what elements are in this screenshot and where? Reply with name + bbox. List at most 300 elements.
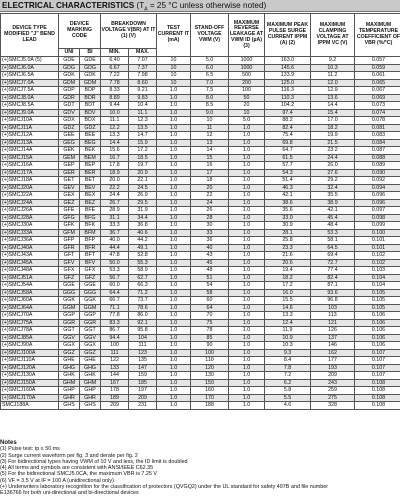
table-row <box>1 327 400 335</box>
cell-leakage: 1.0 <box>229 169 265 177</box>
cell-peak-pulse-current: 12.4 <box>265 319 311 327</box>
table-row <box>1 267 400 275</box>
cell-device-type: (+)SMCJ40A <box>1 244 59 252</box>
cell-marking-bi: GFZ <box>80 274 101 282</box>
cell-test-current: 10 <box>157 72 191 80</box>
table-row <box>1 387 400 395</box>
table-row <box>1 177 400 185</box>
cell-device-type: (+)SMCJ6.0A <box>1 64 59 72</box>
cell-vbr-min: 144 <box>101 372 129 380</box>
cell-peak-pulse-current: 13.3 <box>265 312 311 320</box>
cell-test-current: 1.0 <box>157 297 191 305</box>
cell-device-type: (+)SMCJ150A <box>1 379 59 387</box>
cell-standoff-voltage: 18 <box>191 177 229 185</box>
cell-clamping-voltage: 17.0 <box>311 117 355 125</box>
cell-device-type: (+)SMCJ12A <box>1 132 59 140</box>
cell-leakage: 1.0 <box>229 304 265 312</box>
cell-leakage: 500 <box>229 72 265 80</box>
title-condition: ($T_A = 25$ °C unless otherwise noted) <box>136 1 267 13</box>
cell-marking-bi: BDT <box>80 102 101 110</box>
cell-clamping-voltage: 137 <box>311 334 355 342</box>
cell-peak-pulse-current: 9.3 <box>265 349 311 357</box>
cell-clamping-voltage: 162 <box>311 349 355 357</box>
cell-device-type: (+)SMCJ7.5A <box>1 87 59 95</box>
table-row <box>1 214 400 222</box>
cell-device-type: (+)SMCJ26A <box>1 207 59 215</box>
cell-temp-coefficient: 0.067 <box>355 87 400 95</box>
cell-test-current: 1.0 <box>157 357 191 365</box>
cell-peak-pulse-current: 54.3 <box>265 169 311 177</box>
cell-vbr-min: 71.1 <box>101 304 129 312</box>
cell-marking-bi: BFV <box>80 259 101 267</box>
cell-device-type: (+)SMCJ8.5A <box>1 102 59 110</box>
cell-test-current: 1.0 <box>157 334 191 342</box>
cell-marking-uni: GDT <box>59 102 80 110</box>
cell-peak-pulse-current: 20.6 <box>265 259 311 267</box>
cell-vbr-min: 86.7 <box>101 327 129 335</box>
cell-marking-bi: GGM <box>80 304 101 312</box>
cell-clamping-voltage: 48.4 <box>311 222 355 230</box>
cell-leakage: 1.0 <box>229 402 265 410</box>
cell-leakage: 1.0 <box>229 327 265 335</box>
cell-temp-coefficient: 0.087 <box>355 147 400 155</box>
table-row <box>1 379 400 387</box>
cell-temp-coefficient: 0.090 <box>355 169 400 177</box>
cell-peak-pulse-current: 51.4 <box>265 177 311 185</box>
notes-section <box>0 440 400 497</box>
cell-marking-uni: GGZ <box>59 349 80 357</box>
cell-marking-bi: BDV <box>80 109 101 117</box>
cell-marking-uni: GDG <box>59 64 80 72</box>
cell-vbr-min: 28.9 <box>101 207 129 215</box>
cell-clamping-voltage: 29.2 <box>311 177 355 185</box>
cell-vbr-min: 111 <box>101 349 129 357</box>
cell-clamping-voltage: 126 <box>311 327 355 335</box>
cell-standoff-voltage: 36 <box>191 237 229 245</box>
table-row <box>1 274 400 282</box>
header-test-current: TEST CURRENT IT (mA) <box>157 14 191 57</box>
cell-leakage: 1.0 <box>229 207 265 215</box>
cell-temp-coefficient: 0.103 <box>355 267 400 275</box>
cell-standoff-voltage: 58 <box>191 289 229 297</box>
cell-clamping-voltage: 58.1 <box>311 237 355 245</box>
cell-vbr-min: 36.7 <box>101 229 129 237</box>
cell-device-type: (+)SMCJ70A <box>1 312 59 320</box>
cell-device-type: (+)SMCJ78A <box>1 327 59 335</box>
cell-vbr-min: 26.7 <box>101 199 129 207</box>
cell-peak-pulse-current: 8.4 <box>265 357 311 365</box>
cell-peak-pulse-current: 125.0 <box>265 79 311 87</box>
cell-leakage: 1.0 <box>229 229 265 237</box>
cell-temp-coefficient: 0.105 <box>355 297 400 305</box>
cell-standoff-voltage: 7.0 <box>191 79 229 87</box>
cell-temp-coefficient: 0.089 <box>355 162 400 170</box>
table-row <box>1 222 400 230</box>
cell-peak-pulse-current: 4.6 <box>265 402 311 410</box>
cell-device-type: SMCJ188A <box>1 402 59 410</box>
table-row <box>1 117 400 125</box>
cell-test-current: 10 <box>157 57 191 65</box>
table-row <box>1 57 400 65</box>
cell-clamping-voltage: 146 <box>311 342 355 350</box>
cell-clamping-voltage: 77.4 <box>311 267 355 275</box>
cell-marking-bi: BEE <box>80 132 101 140</box>
cell-marking-bi: BFK <box>80 222 101 230</box>
cell-vbr-max: 15.9 <box>129 139 157 147</box>
cell-marking-uni: GEP <box>59 162 80 170</box>
cell-temp-coefficient: 0.101 <box>355 237 400 245</box>
note-item: (6) VF = 3.5 V at IF = 100 A (unidirectional only) <box>0 477 114 484</box>
cell-marking-bi: BFR <box>80 244 101 252</box>
cell-leakage: 1.0 <box>229 267 265 275</box>
cell-test-current: 1.0 <box>157 207 191 215</box>
cell-vbr-max: 19.7 <box>129 162 157 170</box>
cell-clamping-voltage: 18.2 <box>311 124 355 132</box>
cell-standoff-voltage: 6.5 <box>191 72 229 80</box>
cell-temp-coefficient: 0.108 <box>355 394 400 402</box>
cell-temp-coefficient: 0.099 <box>355 222 400 230</box>
cell-peak-pulse-current: 7.8 <box>265 364 311 372</box>
cell-leakage: 1.0 <box>229 199 265 207</box>
cell-clamping-voltage: 177 <box>311 357 355 365</box>
cell-device-type: (+)SMCJ120A <box>1 364 59 372</box>
cell-marking-bi: GDE <box>80 57 101 65</box>
cell-vbr-max: 12.3 <box>129 117 157 125</box>
cell-marking-bi: BET <box>80 177 101 185</box>
cell-device-type: (+)SMCJ160A <box>1 387 59 395</box>
cell-vbr-max: 7.98 <box>129 72 157 80</box>
cell-temp-coefficient: 0.104 <box>355 274 400 282</box>
cell-marking-bi: BEG <box>80 139 101 147</box>
cell-test-current: 1.0 <box>157 109 191 117</box>
cell-temp-coefficient: 0.078 <box>355 117 400 125</box>
cell-device-type: (+)SMCJ75A <box>1 319 59 327</box>
cell-temp-coefficient: 0.073 <box>355 102 400 110</box>
table-row <box>1 64 400 72</box>
cell-test-current: 1.0 <box>157 379 191 387</box>
cell-standoff-voltage: 40 <box>191 244 229 252</box>
header-bi: BI <box>80 49 101 57</box>
cell-marking-bi: GGZ <box>80 349 101 357</box>
cell-temp-coefficient: 0.106 <box>355 319 400 327</box>
cell-leakage: 1.0 <box>229 252 265 260</box>
cell-test-current: 1.0 <box>157 289 191 297</box>
cell-peak-pulse-current: 64.7 <box>265 147 311 155</box>
cell-standoff-voltage: 43 <box>191 252 229 260</box>
cell-marking-uni: GER <box>59 169 80 177</box>
cell-temp-coefficient: 0.074 <box>355 109 400 117</box>
cell-vbr-max: 197 <box>129 387 157 395</box>
cell-temp-coefficient: 0.107 <box>355 357 400 365</box>
cell-test-current: 1.0 <box>157 147 191 155</box>
cell-marking-uni: GDK <box>59 72 80 80</box>
cell-vbr-max: 44.2 <box>129 237 157 245</box>
cell-vbr-min: 20.0 <box>101 177 129 185</box>
cell-device-type: (+)SMCJ16A <box>1 162 59 170</box>
cell-test-current: 1.0 <box>157 364 191 372</box>
cell-device-type: (+)SMCJ13A <box>1 139 59 147</box>
table-row <box>1 124 400 132</box>
cell-device-type: (+)SMCJ8.0A <box>1 94 59 102</box>
cell-test-current: 1.0 <box>157 94 191 102</box>
table-row <box>1 169 400 177</box>
cell-marking-bi: GGX <box>80 342 101 350</box>
cell-standoff-voltage: 75 <box>191 319 229 327</box>
cell-peak-pulse-current: 35.6 <box>265 207 311 215</box>
cell-clamping-voltage: 93.6 <box>311 289 355 297</box>
cell-marking-uni: GFM <box>59 229 80 237</box>
cell-leakage: 1.0 <box>229 319 265 327</box>
cell-clamping-voltage: 42.1 <box>311 207 355 215</box>
cell-vbr-min: 6.67 <box>101 64 129 72</box>
cell-vbr-max: 62.7 <box>129 274 157 282</box>
cell-leakage: 20 <box>229 102 265 110</box>
cell-standoff-voltage: 11 <box>191 124 229 132</box>
header-clamping-voltage: MAXIMUM CLAMPING VOLTAGE AT IPPM VC (V) <box>311 14 355 57</box>
cell-test-current: 1.0 <box>157 177 191 185</box>
cell-temp-coefficient: 0.096 <box>355 199 400 207</box>
cell-clamping-voltage: 11.2 <box>311 72 355 80</box>
cell-vbr-min: 7.78 <box>101 79 129 87</box>
cell-clamping-voltage: 82.4 <box>311 274 355 282</box>
cell-peak-pulse-current: 16.0 <box>265 289 311 297</box>
cell-vbr-min: 209 <box>101 402 129 410</box>
cell-vbr-min: 77.8 <box>101 312 129 320</box>
cell-vbr-min: 31.1 <box>101 214 129 222</box>
cell-peak-pulse-current: 5.5 <box>265 394 311 402</box>
table-row <box>1 402 400 410</box>
notes-list <box>0 446 400 496</box>
cell-vbr-max: 20.9 <box>129 169 157 177</box>
cell-leakage: 1.0 <box>229 259 265 267</box>
cell-marking-bi: BER <box>80 169 101 177</box>
cell-vbr-max: 22.1 <box>129 177 157 185</box>
cell-peak-pulse-current: 21.6 <box>265 252 311 260</box>
cell-clamping-voltage: 275 <box>311 394 355 402</box>
cell-standoff-voltage: 10 <box>191 117 229 125</box>
cell-marking-bi: GDM <box>80 79 101 87</box>
cell-vbr-max: 34.4 <box>129 214 157 222</box>
cell-marking-uni: GFG <box>59 214 80 222</box>
cell-test-current: 1.0 <box>157 372 191 380</box>
table-row <box>1 184 400 192</box>
cell-temp-coefficient: 0.102 <box>355 259 400 267</box>
cell-device-type: (+)SMCJ22A <box>1 192 59 200</box>
cell-marking-bi: GFX <box>80 267 101 275</box>
cell-device-type: (+)SMCJ170A <box>1 394 59 402</box>
cell-marking-bi: BEV <box>80 184 101 192</box>
cell-standoff-voltage: 90 <box>191 342 229 350</box>
cell-vbr-max: 58.9 <box>129 267 157 275</box>
table-row <box>1 394 400 402</box>
cell-clamping-voltage: 243 <box>311 379 355 387</box>
cell-test-current: 1.0 <box>157 304 191 312</box>
cell-test-current: 1.0 <box>157 192 191 200</box>
cell-marking-bi: GGV <box>80 334 101 342</box>
cell-peak-pulse-current: 28.1 <box>265 229 311 237</box>
cell-peak-pulse-current: 75.4 <box>265 132 311 140</box>
cell-temp-coefficient: 0.106 <box>355 327 400 335</box>
cell-test-current: 1.0 <box>157 387 191 395</box>
cell-marking-uni: GDR <box>59 94 80 102</box>
cell-vbr-min: 56.7 <box>101 274 129 282</box>
cell-marking-bi: BFM <box>80 229 101 237</box>
cell-marking-uni: GFZ <box>59 274 80 282</box>
cell-vbr-min: 17.8 <box>101 162 129 170</box>
cell-marking-bi: GDG <box>80 64 101 72</box>
cell-vbr-max: 49.1 <box>129 244 157 252</box>
cell-peak-pulse-current: 57.7 <box>265 162 311 170</box>
cell-marking-bi: BEZ <box>80 199 101 207</box>
cell-marking-bi: BEK <box>80 147 101 155</box>
cell-vbr-min: 22.2 <box>101 184 129 192</box>
cell-leakage: 1.0 <box>229 312 265 320</box>
cell-marking-bi: GGK <box>80 297 101 305</box>
cell-standoff-voltage: 150 <box>191 379 229 387</box>
cell-clamping-voltage: 259 <box>311 387 355 395</box>
cell-device-type: (+)SMCJ58A <box>1 289 59 297</box>
cell-clamping-voltage: 21.5 <box>311 139 355 147</box>
cell-temp-coefficient: 0.088 <box>355 154 400 162</box>
cell-test-current: 1.0 <box>157 312 191 320</box>
header-min: MIN. <box>101 49 129 57</box>
cell-test-current: 1.0 <box>157 87 191 95</box>
cell-marking-bi: GHK <box>80 372 101 380</box>
cell-temp-coefficient: 0.106 <box>355 334 400 342</box>
cell-peak-pulse-current: 5.8 <box>265 387 311 395</box>
cell-test-current: 1.0 <box>157 237 191 245</box>
table-row <box>1 282 400 290</box>
cell-vbr-max: 135 <box>129 357 157 365</box>
cell-standoff-voltage: 13 <box>191 139 229 147</box>
cell-vbr-max: 73.7 <box>129 297 157 305</box>
header-standoff-voltage: STAND-OFF VOLTAGE VWM (V) <box>191 14 229 57</box>
cell-standoff-voltage: 170 <box>191 394 229 402</box>
cell-leakage: 1.0 <box>229 379 265 387</box>
cell-vbr-min: 167 <box>101 379 129 387</box>
cell-leakage: 1.0 <box>229 147 265 155</box>
cell-vbr-max: 10.4 <box>129 102 157 110</box>
cell-test-current: 1.0 <box>157 214 191 222</box>
header-device-type: DEVICE TYPE MODIFIED "J" BEND LEAD <box>1 14 59 57</box>
cell-peak-pulse-current: 10.9 <box>265 334 311 342</box>
cell-marking-uni: GEK <box>59 147 80 155</box>
cell-device-type: (+)SMCJ45A <box>1 259 59 267</box>
cell-standoff-voltage: 14 <box>191 147 229 155</box>
cell-temp-coefficient: 0.107 <box>355 372 400 380</box>
cell-marking-uni: GHK <box>59 372 80 380</box>
cell-peak-pulse-current: 88.2 <box>265 117 311 125</box>
cell-vbr-max: 104 <box>129 334 157 342</box>
cell-test-current: 10 <box>157 64 191 72</box>
cell-standoff-voltage: 20 <box>191 184 229 192</box>
cell-vbr-min: 33.3 <box>101 222 129 230</box>
cell-clamping-voltage: 27.6 <box>311 169 355 177</box>
cell-marking-bi: GGE <box>80 282 101 290</box>
table-row <box>1 312 400 320</box>
cell-clamping-voltage: 32.4 <box>311 184 355 192</box>
cell-standoff-voltage: 16 <box>191 162 229 170</box>
cell-marking-uni: GFX <box>59 267 80 275</box>
table-row <box>1 342 400 350</box>
cell-marking-uni: GHE <box>59 357 80 365</box>
cell-vbr-min: 7.22 <box>101 72 129 80</box>
cell-peak-pulse-current: 18.2 <box>265 274 311 282</box>
cell-device-type: (+)SMCJ36A <box>1 237 59 245</box>
cell-clamping-voltage: 64.5 <box>311 244 355 252</box>
cell-temp-coefficient: 0.061 <box>355 72 400 80</box>
cell-marking-bi: BEM <box>80 154 101 162</box>
cell-standoff-voltage: 7.5 <box>191 87 229 95</box>
cell-device-type: (+)SMCJ60A <box>1 297 59 305</box>
cell-peak-pulse-current: 10.3 <box>265 342 311 350</box>
cell-device-type: (+)SMCJ85A <box>1 334 59 342</box>
cell-vbr-max: 52.8 <box>129 252 157 260</box>
cell-peak-pulse-current: 38.6 <box>265 199 311 207</box>
cell-vbr-max: 17.2 <box>129 147 157 155</box>
note-item: E136766 for both uni-directional and bi-directional devices <box>0 490 139 497</box>
cell-temp-coefficient: 0.069 <box>355 94 400 102</box>
cell-vbr-min: 40.0 <box>101 237 129 245</box>
table-row <box>1 297 400 305</box>
cell-standoff-voltage: 60 <box>191 297 229 305</box>
cell-device-type: (+)SMCJ110A <box>1 357 59 365</box>
cell-vbr-min: 189 <box>101 394 129 402</box>
cell-marking-bi: GHP <box>80 387 101 395</box>
header-temp-coefficient: MAXIMUM TEMPERATURE COEFFICIENT OF VBR (%/°C) <box>355 14 400 57</box>
cell-standoff-voltage: 24 <box>191 199 229 207</box>
table-row <box>1 132 400 140</box>
cell-peak-pulse-current: 6.2 <box>265 379 311 387</box>
cell-vbr-max: 231 <box>129 402 157 410</box>
header-reverse-leakage: MAXIMUM REVERSE LEAKAGE AT VWM ID (µA) (3) <box>229 14 265 57</box>
cell-peak-pulse-current: 7.2 <box>265 372 311 380</box>
note-item: (2) Surge current waveform per fig. 3 and derate per fig. 2 <box>0 452 138 459</box>
table-row <box>1 349 400 357</box>
cell-leakage: 1.0 <box>229 289 265 297</box>
cell-temp-coefficient: 0.105 <box>355 304 400 312</box>
cell-device-type: (+)SMCJ43A <box>1 252 59 260</box>
cell-marking-bi: GGG <box>80 289 101 297</box>
table-row <box>1 252 400 260</box>
cell-vbr-max: 8.60 <box>129 79 157 87</box>
cell-temp-coefficient: 0.107 <box>355 349 400 357</box>
cell-vbr-max: 147 <box>129 364 157 372</box>
cell-marking-uni: GEZ <box>59 199 80 207</box>
cell-clamping-voltage: 45.4 <box>311 214 355 222</box>
table-row <box>1 319 400 327</box>
cell-leakage: 5.0 <box>229 117 265 125</box>
table-row <box>1 162 400 170</box>
cell-device-type: (+)SMCJ17A <box>1 169 59 177</box>
cell-marking-bi: GHG <box>80 364 101 372</box>
notes-heading: Notes <box>0 440 17 446</box>
cell-device-type: (+)SMCJ6.5A <box>1 72 59 80</box>
table-row <box>1 304 400 312</box>
cell-vbr-max: 111 <box>129 342 157 350</box>
cell-test-current: 1.0 <box>157 319 191 327</box>
table-row <box>1 357 400 365</box>
cell-vbr-max: 55.3 <box>129 259 157 267</box>
cell-leakage: 1.0 <box>229 349 265 357</box>
cell-test-current: 1.0 <box>157 199 191 207</box>
cell-peak-pulse-current: 23.3 <box>265 244 311 252</box>
cell-device-type: (+)SMCJ130A <box>1 372 59 380</box>
cell-standoff-voltage: 110 <box>191 357 229 365</box>
cell-device-type: (+)SMCJ18A <box>1 177 59 185</box>
cell-clamping-voltage: 14.4 <box>311 102 355 110</box>
cell-peak-pulse-current: 82.4 <box>265 124 311 132</box>
